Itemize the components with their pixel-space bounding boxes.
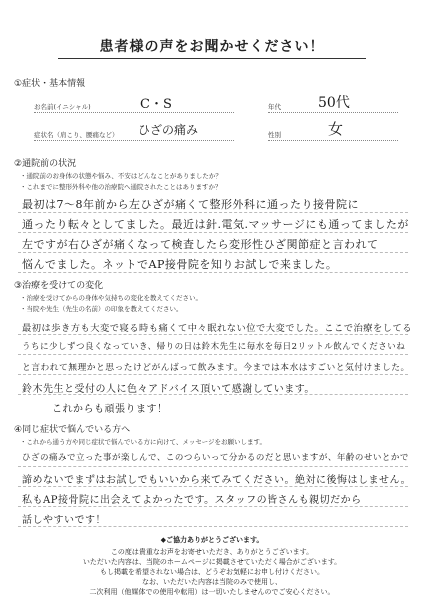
name-value: C・S (140, 97, 172, 112)
rule-line (18, 506, 408, 507)
rule-line (18, 374, 408, 375)
rule-line (18, 232, 408, 233)
rule-line (18, 252, 408, 253)
footer-line: もし掲載を希望されない場合は、どうぞお気軽にお申し付けください。 (100, 568, 324, 576)
gender-value: 女 (328, 120, 344, 138)
section1-heading: ①症状・基本情報 (14, 79, 86, 89)
section4-answer-line: 私もAP接骨院に出会えてよかったです。スタッフの皆さんも親切だから (22, 495, 362, 506)
gender-underline (268, 140, 398, 141)
symptom-underline (34, 140, 234, 141)
name-underline (34, 112, 234, 113)
section4-question: ・これから通う方や同じ症状で悩んでいる方に向けて、メッセージをお願いします。 (20, 438, 266, 446)
section4-answer-line: 諦めないでまずはお試しでもいいから来てみてください。絶対に後悔はしません。 (22, 475, 412, 486)
footer-line: 二次利用（他媒体での使用や転用）は一切いたしませんのでご安心ください。 (89, 588, 335, 596)
section2-answer-line: 最初は7〜8年前から左ひざが痛くて整形外科に通ったり接骨院に (22, 198, 359, 211)
page-title: 患者様の声をお聞かせください！ (99, 39, 325, 55)
rule-line (18, 212, 408, 213)
name-label: お名前(イニシャル) (34, 103, 91, 111)
section2-answer-line: 悩んでました。ネットでAP接骨院を知りお試しで来ました。 (22, 258, 338, 271)
symptom-label: 症状名（肩こり、腰痛など） (34, 131, 119, 139)
age-value: 50代 (318, 95, 350, 111)
symptom-value: ひざの痛み (138, 123, 199, 137)
footer-line: なお、いただいた内容は当院のみで使用し、 (142, 578, 282, 586)
gender-label: 性別 (268, 131, 281, 139)
rule-line (18, 486, 408, 487)
section3-question: ・治療を受けてからの身体や気持ちの変化を教えてください。 (20, 294, 202, 302)
footer-thanks: ◆ご協力ありがとうございます。 (160, 536, 264, 544)
section3-answer-line: うちに少しずつ良くなっていき、帰りの日は鈴木先生に毎水を毎日2リットル飲んでくださいね (22, 342, 406, 352)
section3-answer-line: と言われて無理かと思ったけどがんばって飲みます。今までは本水はすごいと気付けました。 (22, 363, 410, 373)
title-underline (58, 58, 366, 59)
section2-heading: ②通院前の状況 (14, 159, 77, 169)
section2-answer-line: 左ですが右ひざが痛くなって検査したら変形性ひざ関節症と言われて (22, 238, 379, 251)
section2-question: ・これまでに整形外科や他の治療院へ通院されたことはありますか？ (20, 183, 222, 191)
rule-line (18, 272, 408, 273)
section3-heading: ③治療を受けての変化 (14, 281, 104, 291)
footer-line: いただいた内容は、当院のホームページに掲載させていただく場合がございます。 (82, 558, 342, 566)
section3-answer-line: 最初は歩き方も大変で寝る時も痛くて中々眠れない位で大変でした。ここで治療をしてる (22, 323, 412, 334)
section2-question: ・通院前のお身体の状態や悩み、不安はどんなことがありましたか？ (20, 172, 222, 180)
age-underline (268, 112, 398, 113)
section4-answer-line: 話しやすいです！ (22, 515, 106, 526)
section3-answer-line: これからも頑張ります！ (52, 404, 168, 415)
rule-line (18, 334, 408, 335)
section2-answer-line: 通ったり転々としてました。最近は針.電気.マッサージにも通ってましたが (22, 218, 409, 231)
age-label: 年代 (268, 103, 281, 111)
section4-answer-line: ひざの痛みで立った事が楽しんで、このつらいって分かるのだと思いますが、年齢のせいとかで (22, 453, 409, 463)
rule-line (18, 526, 408, 527)
rule-line (18, 466, 408, 467)
section3-question: ・当院や先生（先生の名前）の印象を教えてください。 (20, 305, 183, 313)
footer-line: この度は貴重なお声をお寄せいただき、ありがとうございます。 (110, 548, 314, 556)
section3-answer-line: 鈴木先生と受付の人に色々アドバイス頂いて感謝しています。 (22, 384, 315, 395)
section4-heading: ④同じ症状で悩んでいる方へ (14, 425, 131, 435)
rule-line (18, 354, 408, 355)
